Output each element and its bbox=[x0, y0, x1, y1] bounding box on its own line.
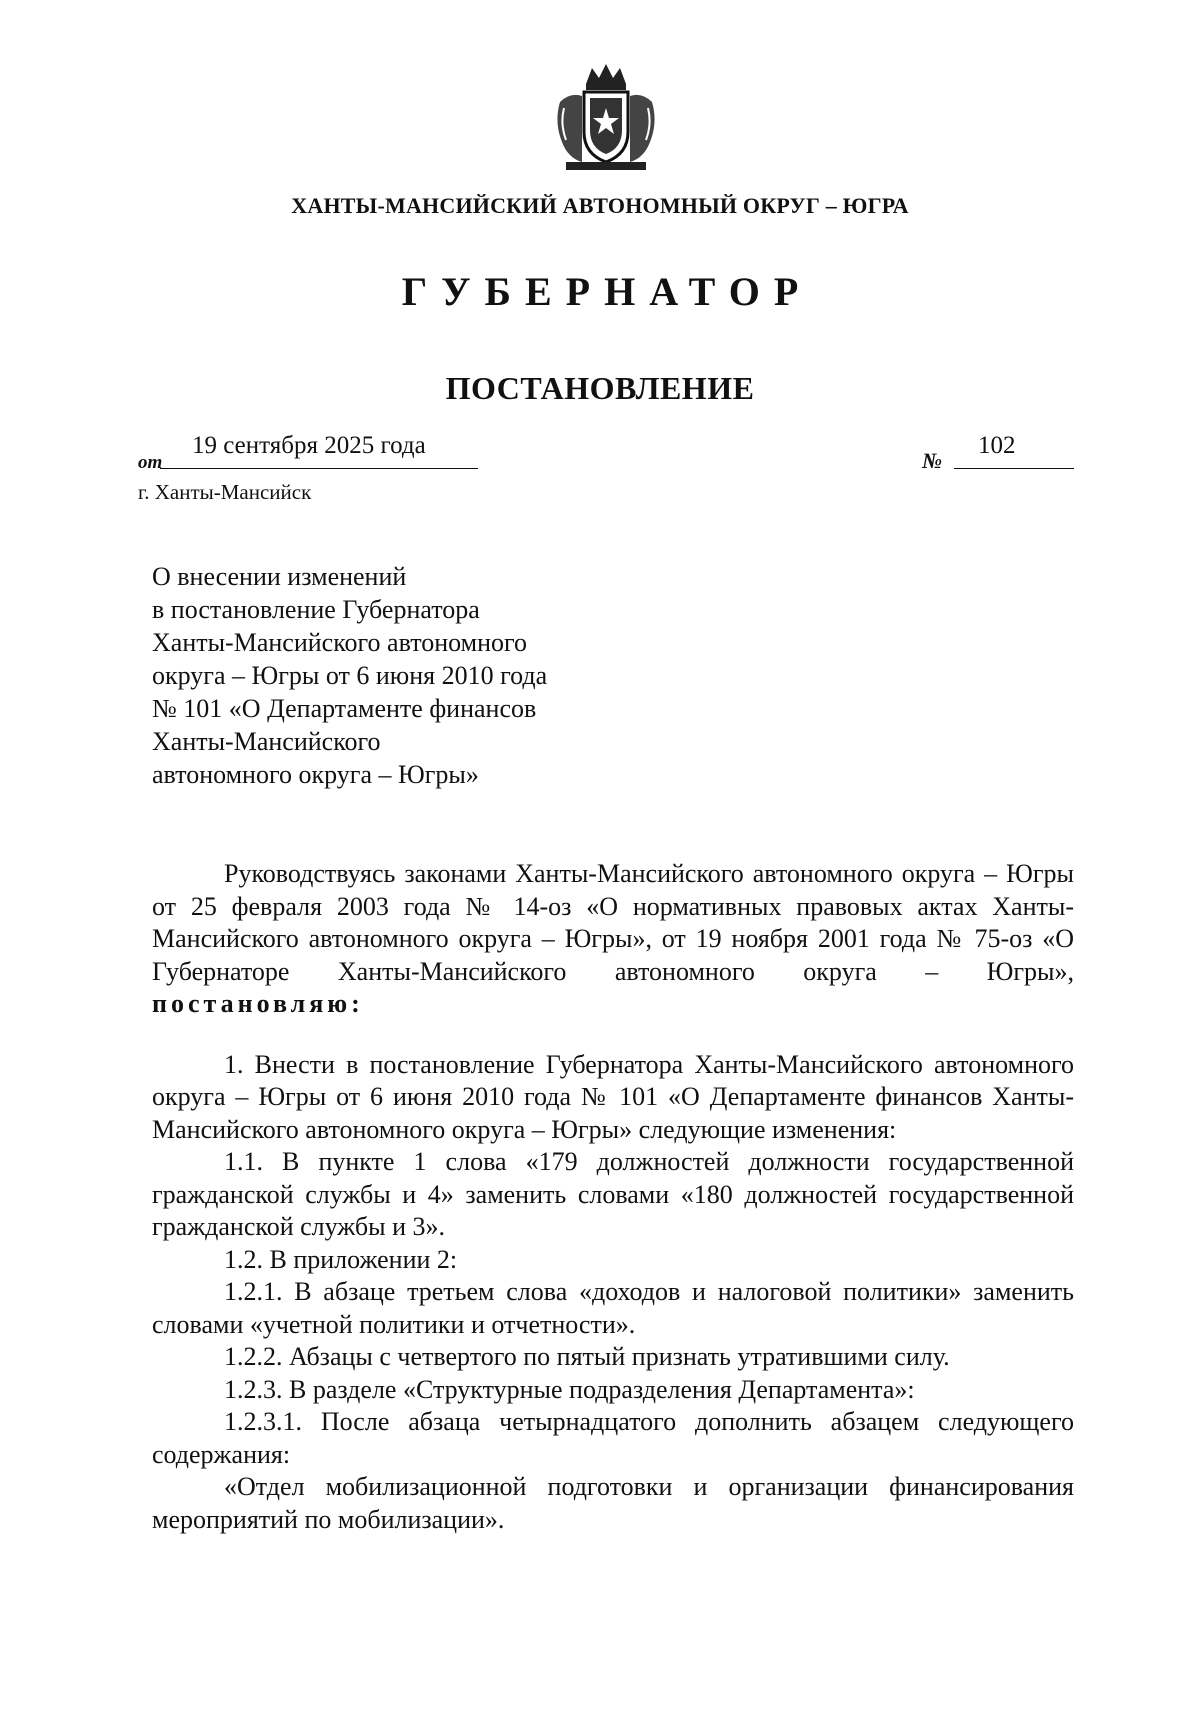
authority-heading: ГУБЕРНАТОР bbox=[401, 269, 813, 314]
document-body bbox=[152, 858, 1074, 1536]
resolve-word: постановляю: bbox=[152, 989, 364, 1018]
paragraph-1: 1. Внести в постановление Губернатора Ханты-Мансийского автономного округа – Югры от 6 июня 2010 года № 101 «О Департаменте финансов Ханты-Мансийского автономного округа – Югры» следующие изменения: bbox=[152, 1049, 1074, 1144]
title-line: № 101 «О Департаменте финансов bbox=[152, 694, 537, 723]
document-number: 102 bbox=[978, 432, 1016, 459]
paragraph-1-1: 1.1. В пункте 1 слова «179 должностей должности государственной гражданской службы и 4» заменить словами «180 должностей государственной гражданской службы и 3». bbox=[152, 1147, 1074, 1241]
number-underline bbox=[954, 468, 1074, 469]
document-title bbox=[152, 560, 547, 791]
date-underline bbox=[160, 468, 478, 469]
document-city: г. Ханты-Мансийск bbox=[138, 480, 312, 504]
title-line: округа – Югры от 6 июня 2010 года bbox=[152, 661, 548, 690]
paragraph-1-2-2: 1.2.2. Абзацы с четвертого по пятый признать утратившими силу. bbox=[224, 1342, 950, 1371]
title-line: Ханты-Мансийского автономного bbox=[152, 628, 528, 657]
number-prefix-label: № bbox=[922, 448, 943, 473]
paragraph-1-2-1: 1.2.1. В абзаце третьем слова «доходов и налоговой политики» заменить словами «учетной политики и отчетности». bbox=[152, 1277, 1074, 1339]
title-line: автономного округа – Югры» bbox=[152, 760, 479, 789]
paragraph-1-2-3: 1.2.3. В разделе «Структурные подразделения Департамента»: bbox=[224, 1374, 915, 1404]
document-type-heading: ПОСТАНОВЛЕНИЕ bbox=[445, 370, 755, 406]
coat-of-arms-emblem bbox=[552, 62, 660, 174]
title-line: Ханты-Мансийского bbox=[152, 727, 381, 756]
paragraph-1-2: 1.2. В приложении 2: bbox=[224, 1244, 458, 1274]
paragraph-1-2-3-1: 1.2.3.1. После абзаца четырнадцатого дополнить абзацем следующего содержания: bbox=[152, 1407, 1074, 1469]
document-date: 19 сентября 2025 года bbox=[192, 432, 426, 459]
region-heading: ХАНТЫ-МАНСИЙСКИЙ АВТОНОМНЫЙ ОКРУГ – ЮГРА bbox=[291, 193, 909, 218]
title-line: О внесении изменений bbox=[152, 562, 407, 591]
date-prefix-label: от bbox=[138, 452, 163, 473]
preamble-paragraph bbox=[152, 858, 1074, 1021]
quoted-paragraph: «Отдел мобилизационной подготовки и организации финансирования мероприятий по мобилизации». bbox=[152, 1472, 1074, 1534]
preamble-text: Руководствуясь законами Ханты-Мансийского автономного округа – Югры от 25 февраля 2003 года № 14-оз «О нормативных правовых актах Ханты-Мансийского автономного округа – Югры», от 19 ноября 2001 года № 75-оз «О Губернаторе Ханты-Мансийского автономного округа – Югры», bbox=[152, 859, 1074, 986]
title-line: в постановление Губернатора bbox=[152, 595, 480, 624]
